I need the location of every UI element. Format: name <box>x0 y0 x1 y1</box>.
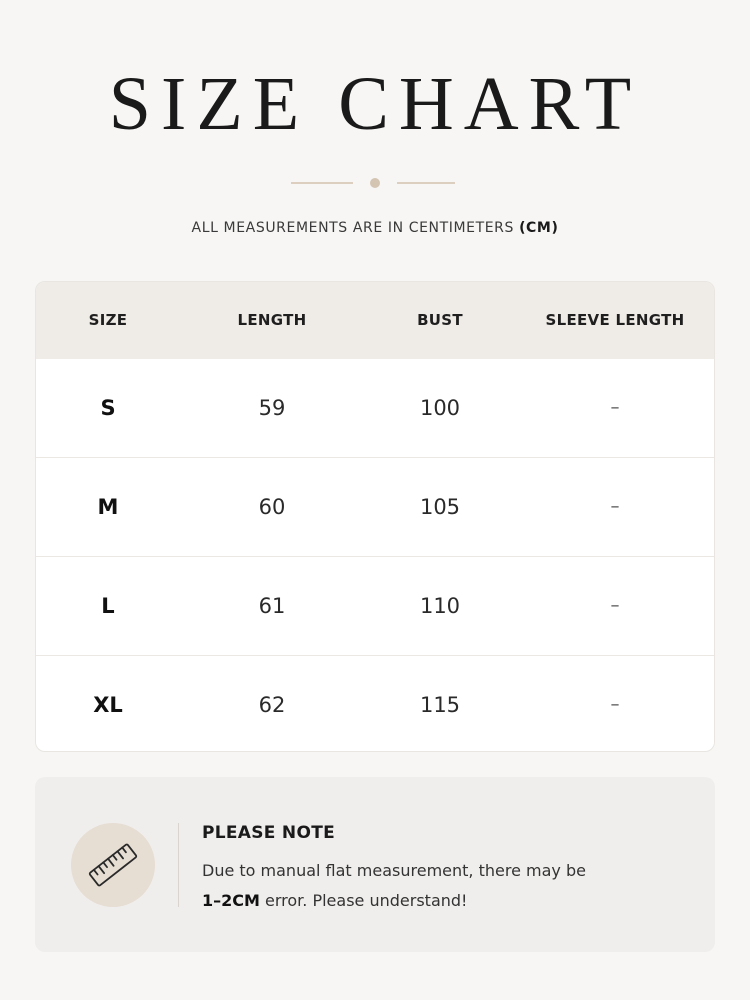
divider-line-left <box>291 182 353 184</box>
divider-line-right <box>397 182 455 184</box>
size-table <box>35 281 715 752</box>
cell-bust: 110 <box>419 594 461 618</box>
note-separator <box>178 823 179 907</box>
cell-size: M <box>97 495 119 519</box>
cell-length: 59 <box>258 396 286 420</box>
column-header-size: SIZE <box>88 311 128 329</box>
column-header-length: LENGTH <box>237 311 307 329</box>
cell-size: S <box>100 396 116 420</box>
page-title: SIZE CHART <box>108 62 642 146</box>
note-line-2: error. Please understand! <box>259 891 468 910</box>
subtitle-unit: (CM) <box>519 220 559 236</box>
table-row <box>36 457 714 556</box>
subtitle-text: ALL MEASUREMENTS ARE IN CENTIMETERS <box>191 220 520 236</box>
column-header-sleeve-length: SLEEVE LENGTH <box>545 311 685 329</box>
cell-sleeve-length: – <box>610 694 620 715</box>
table-row <box>36 556 714 655</box>
cell-sleeve-length: – <box>610 496 620 517</box>
cell-sleeve-length: – <box>610 397 620 418</box>
cell-length: 62 <box>258 693 286 717</box>
ruler-icon <box>71 823 155 907</box>
cell-length: 61 <box>258 594 286 618</box>
note-line-1: Due to manual flat measurement, there may be <box>202 861 586 880</box>
cell-size: L <box>101 594 115 618</box>
table-row <box>36 359 714 457</box>
measurement-note-card <box>35 777 715 952</box>
note-error-value: 1–2CM <box>202 891 260 910</box>
table-row <box>36 655 714 752</box>
note-body <box>202 856 682 916</box>
cell-length: 60 <box>258 495 286 519</box>
column-header-bust: BUST <box>417 311 463 329</box>
cell-bust: 100 <box>419 396 461 420</box>
measurement-unit-note <box>0 220 750 236</box>
cell-bust: 115 <box>419 693 461 717</box>
table-body <box>36 359 714 752</box>
table-header-row <box>36 282 714 359</box>
cell-bust: 105 <box>419 495 461 519</box>
title-divider <box>0 176 750 190</box>
cell-sleeve-length: – <box>610 595 620 616</box>
divider-dot <box>370 178 380 188</box>
cell-size: XL <box>93 693 123 717</box>
note-title: PLEASE NOTE <box>202 823 336 843</box>
